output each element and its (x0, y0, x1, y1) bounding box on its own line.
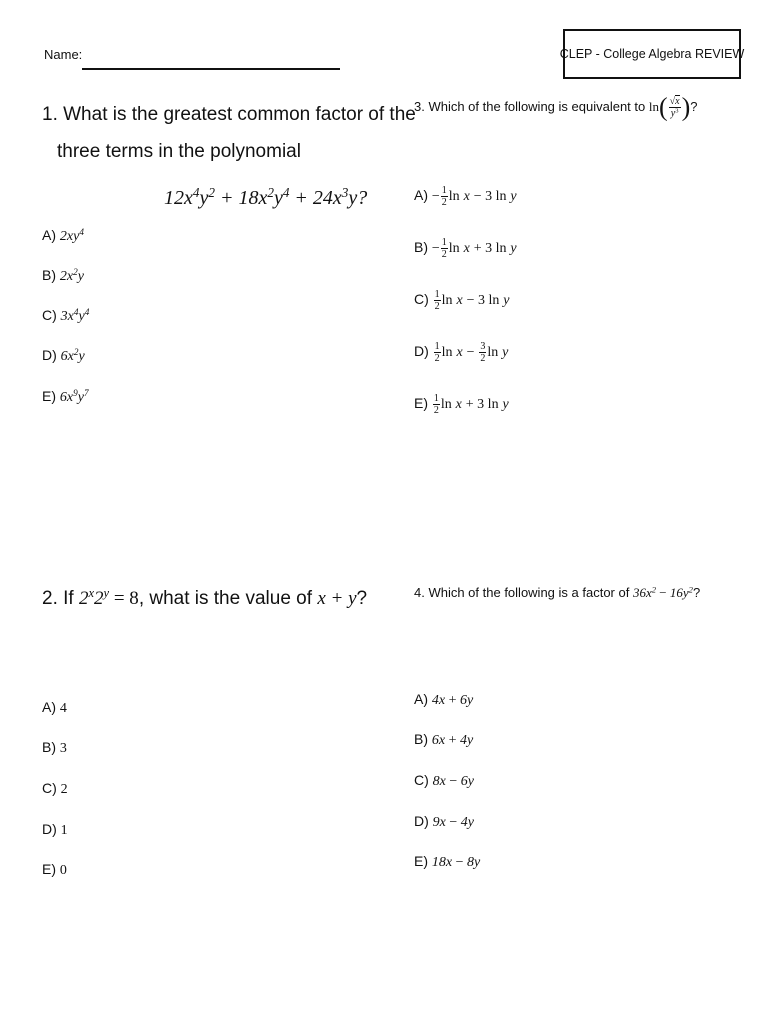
q2-option-e[interactable]: E) 0 (42, 861, 67, 878)
q3-option-d[interactable]: D) $\frac{1}{2}$ ln x − $\frac{3}{2}$ ln y (414, 341, 509, 364)
course-title-box (559, 29, 745, 79)
q1-option-b[interactable]: B) $2x^2y$ (42, 266, 84, 284)
q2-option-a[interactable]: A) 4 (42, 699, 67, 716)
q1-option-d[interactable]: D) $6x^2y$ (42, 346, 85, 364)
q3-option-b[interactable]: B) − $\frac{1}{2}$ ln x + 3 ln y (414, 237, 517, 260)
name-blank-line[interactable] (82, 68, 340, 70)
q4-text: 4. Which of the following is a factor of $36x^2 - 16y^2$? (414, 584, 701, 600)
q2-option-c[interactable]: C) 2 (42, 780, 68, 797)
q2-option-b[interactable]: B) 3 (42, 739, 67, 756)
q2-text: 2. If 2$^x$2$^y$ = 8, what is the value of x + y? (42, 586, 368, 609)
name-label: Name: (44, 47, 83, 62)
q4-option-e[interactable]: E) 18x − 8y (414, 853, 481, 870)
q4-option-c[interactable]: C) 8x − 6y (414, 772, 475, 789)
q1-option-e[interactable]: E) $6x^9y^7$ (42, 387, 89, 405)
q3-option-c[interactable]: C) $\frac{1}{2}$ ln x − 3 ln y (414, 289, 510, 312)
q1-option-c[interactable]: C) $3x^4y^4$ (42, 306, 90, 324)
q3-option-a[interactable]: A) − $\frac{1}{2}$ ln x − 3 ln y (414, 185, 517, 208)
q4-option-b[interactable]: B) 6x + 4y (414, 731, 474, 748)
q1-polynomial: $12x^4y^2 + 18x^2y^4 + 24x^3y$? (164, 184, 368, 209)
q4-option-d[interactable]: D) 9x − 4y (414, 813, 475, 830)
q1-line1: 1. What is the greatest common factor of the (42, 104, 416, 125)
course-title: CLEP - College Algebra REVIEW (559, 47, 745, 61)
q1-option-a[interactable]: A) $2xy^4$ (42, 226, 84, 244)
q2-option-d[interactable]: D) 1 (42, 821, 68, 838)
q3-text: 3. Which of the following is equivalent to ln( $\frac{√x}{y^3}$ )? (414, 92, 698, 122)
q3-option-e[interactable]: E) $\frac{1}{2}$ ln x + 3 ln y (414, 393, 509, 416)
q4-option-a[interactable]: A) 4x + 6y (414, 691, 474, 708)
q1-line2: three terms in the polynomial (57, 141, 301, 162)
